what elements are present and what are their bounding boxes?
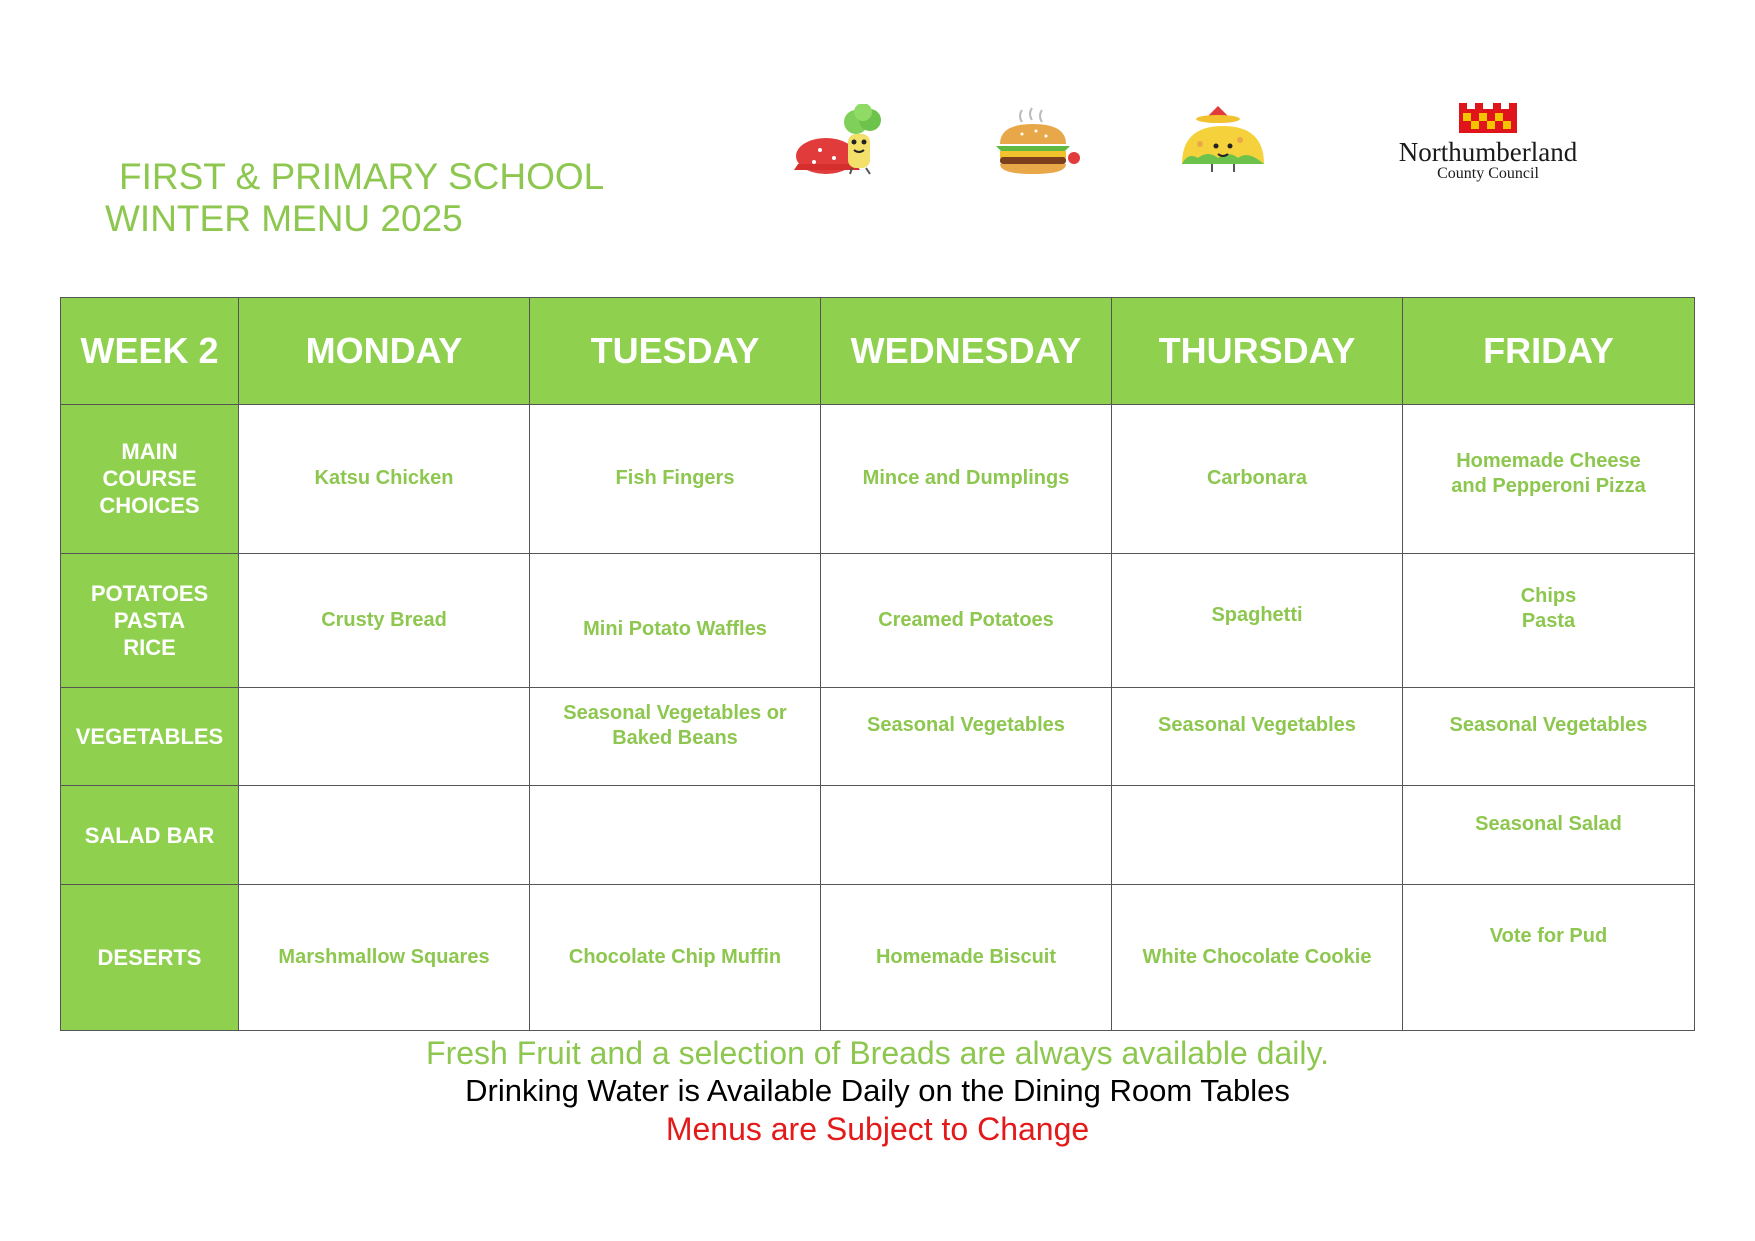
menu-cell: Mini Potato Waffles xyxy=(530,553,821,687)
menu-cell: Vote for Pud xyxy=(1403,885,1695,1031)
castle-flag-icon xyxy=(1459,103,1517,133)
menu-cell: Marshmallow Squares xyxy=(239,885,530,1031)
menu-cell: Seasonal Vegetables xyxy=(1403,687,1695,786)
row-label-main-course: MAIN COURSE CHOICES xyxy=(61,405,239,554)
council-logo-name: Northumberland xyxy=(1398,137,1578,167)
council-logo-subtitle: County Council xyxy=(1437,165,1539,182)
broccoli-strawberry-clipart-icon xyxy=(790,104,900,176)
table-row xyxy=(61,405,1695,554)
day-header-friday: FRIDAY xyxy=(1403,298,1695,405)
taco-clipart-icon xyxy=(1168,104,1278,176)
menu-cell: Chocolate Chip Muffin xyxy=(530,885,821,1031)
menu-cell: Seasonal Salad xyxy=(1403,786,1695,885)
day-header-monday: MONDAY xyxy=(239,298,530,405)
row-label-salad-bar: SALAD BAR xyxy=(61,786,239,885)
menu-cell: Homemade Biscuit xyxy=(821,885,1112,1031)
menu-cell: White Chocolate Cookie xyxy=(1112,885,1403,1031)
day-header-tuesday: TUESDAY xyxy=(530,298,821,405)
menu-title-line-2: WINTER MENU 2025 xyxy=(105,198,463,239)
menu-cell xyxy=(530,786,821,885)
footer-fresh-fruit-note: Fresh Fruit and a selection of Breads are always available daily. xyxy=(426,1035,1329,1071)
table-row xyxy=(61,786,1695,885)
menu-cell: Carbonara xyxy=(1112,405,1403,554)
menu-cell xyxy=(821,786,1112,885)
council-logo xyxy=(1368,103,1608,183)
menu-cell: Mince and Dumplings xyxy=(821,405,1112,554)
menu-cell: Seasonal Vegetables or Baked Beans xyxy=(530,687,821,786)
burger-clipart-icon xyxy=(978,104,1088,176)
menu-cell xyxy=(1112,786,1403,885)
row-label-vegetables: VEGETABLES xyxy=(61,687,239,786)
menu-cell: Seasonal Vegetables xyxy=(1112,687,1403,786)
menu-cell: Spaghetti xyxy=(1112,553,1403,687)
menu-cell xyxy=(239,786,530,885)
menu-cell: Seasonal Vegetables xyxy=(821,687,1112,786)
menu-cell: Katsu Chicken xyxy=(239,405,530,554)
day-header-wednesday: WEDNESDAY xyxy=(821,298,1112,405)
day-header-thursday: THURSDAY xyxy=(1112,298,1403,405)
week-label: WEEK 2 xyxy=(61,298,239,405)
menu-cell: Fish Fingers xyxy=(530,405,821,554)
day-header-row xyxy=(61,298,1695,405)
menu-cell: Homemade Cheese and Pepperoni Pizza xyxy=(1403,405,1695,554)
footer-drinking-water-note: Drinking Water is Available Daily on the Dining Room Tables xyxy=(465,1073,1290,1108)
menu-cell: Crusty Bread xyxy=(239,553,530,687)
row-label-potatoes-pasta-rice: POTATOES PASTA RICE xyxy=(61,553,239,687)
menu-cell: Creamed Potatoes xyxy=(821,553,1112,687)
menu-title-line-1: FIRST & PRIMARY SCHOOL xyxy=(119,156,605,197)
table-row xyxy=(61,553,1695,687)
table-row xyxy=(61,687,1695,786)
weekly-menu-table xyxy=(60,297,1695,1031)
footer-subject-to-change-note: Menus are Subject to Change xyxy=(665,1111,1090,1147)
row-label-deserts: DESERTS xyxy=(61,885,239,1031)
menu-cell xyxy=(239,687,530,786)
table-row xyxy=(61,885,1695,1031)
menu-cell: Chips Pasta xyxy=(1403,553,1695,687)
